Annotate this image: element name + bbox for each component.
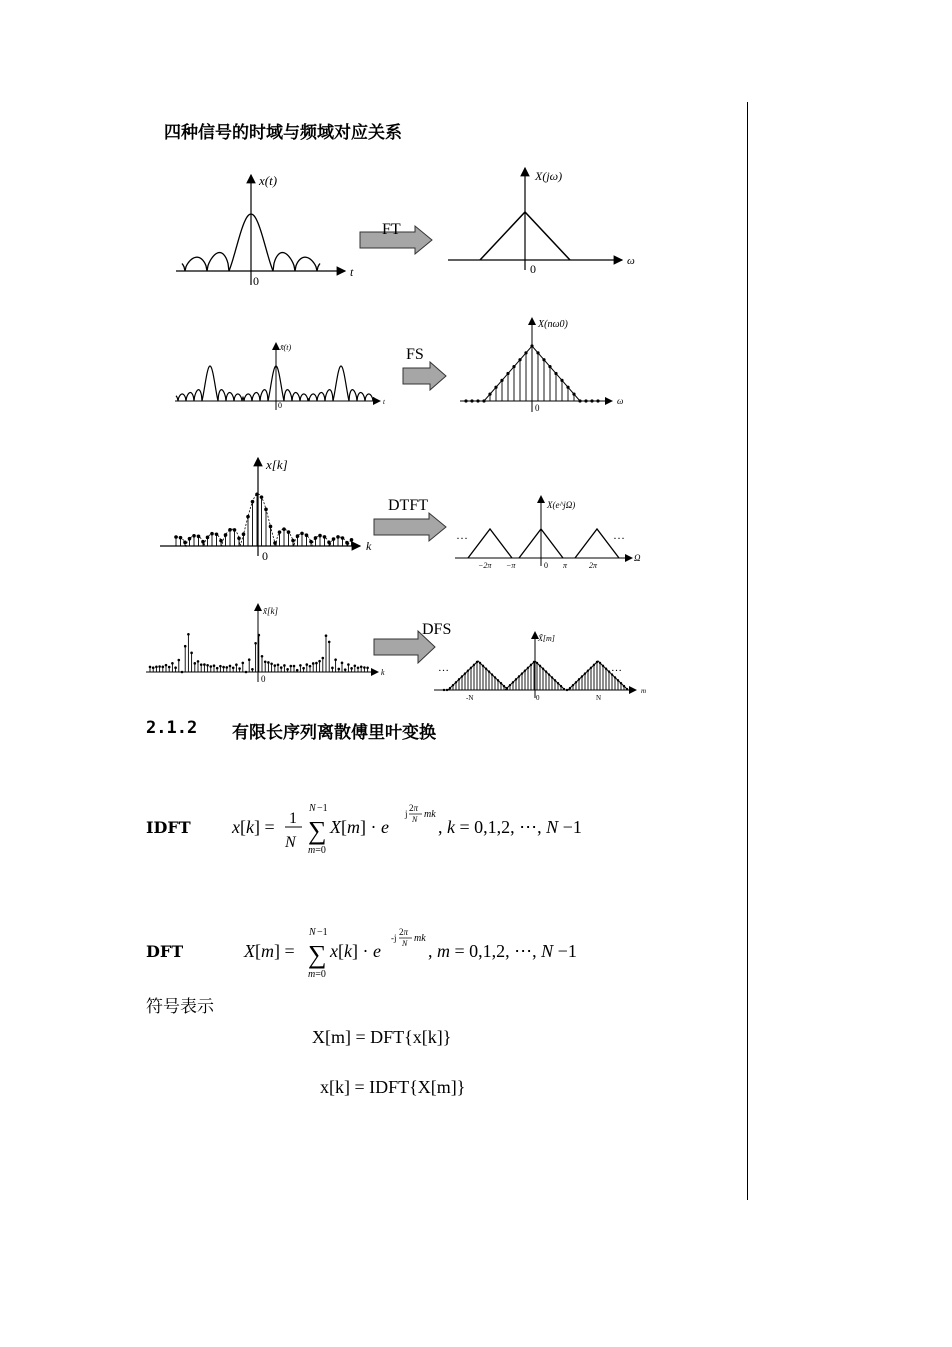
- ft-arrow: [360, 221, 432, 254]
- sample-dot: [226, 666, 229, 669]
- fs-arrow-label: FS: [406, 346, 424, 363]
- ft-time-axis-label: x(t): [259, 173, 278, 188]
- ft-freq-axis-label: X(jω): [535, 169, 563, 183]
- dtft-time-axis-label: x[k]: [266, 457, 288, 472]
- sample-dot: [270, 662, 273, 665]
- dfs-time-axis-label: x̃[k]: [263, 606, 278, 616]
- dfs-freq-axis-label: X̃[m]: [538, 634, 555, 643]
- sample-dot: [213, 664, 216, 667]
- sample-dot: [312, 662, 315, 665]
- svg-text:, m = 0,1,2, ⋯, N −1: , m = 0,1,2, ⋯, N −1: [428, 941, 577, 961]
- dfs-periodic-sequence: [149, 633, 369, 673]
- page-heading: 四种信号的时域与频域对应关系: [164, 123, 402, 143]
- sample-dot: [341, 662, 344, 665]
- sample-dot: [174, 666, 177, 669]
- svg-text:j: j: [405, 809, 408, 819]
- sample-dot: [318, 660, 321, 663]
- svg-text:m=0: m=0: [308, 845, 326, 856]
- svg-text:-j: -j: [391, 933, 397, 943]
- sample-dot: [328, 641, 331, 644]
- dtft-ellipsis-left: …: [456, 528, 468, 542]
- sample-dot: [354, 664, 357, 667]
- sample-dot: [155, 666, 158, 669]
- fs-arrow: [403, 346, 446, 390]
- sample-dot: [242, 662, 245, 665]
- svg-text:2π: 2π: [399, 927, 409, 937]
- ft-arrow-label: FT: [382, 221, 401, 238]
- dfs-envelope: [448, 661, 508, 690]
- sample-dot: [322, 657, 325, 660]
- ft-freq-var: ω: [627, 255, 635, 267]
- svg-text:N: N: [309, 927, 316, 938]
- sample-dot: [596, 399, 599, 402]
- sample-dot: [344, 668, 347, 671]
- sample-dot: [363, 666, 366, 669]
- sample-dot: [232, 666, 235, 669]
- sample-dot: [296, 669, 299, 672]
- sample-dot: [248, 658, 251, 661]
- svg-text:X[m] =: X[m] =: [244, 941, 295, 961]
- fs-freq-plot: [460, 318, 623, 413]
- dfs-arrow: [374, 621, 451, 663]
- svg-text:x[k] =: x[k] =: [232, 817, 275, 837]
- sample-dot: [200, 663, 203, 666]
- sample-dot: [350, 667, 353, 670]
- notation-label: 符号表示: [146, 997, 214, 1016]
- sample-dot: [181, 671, 184, 674]
- svg-text:mk: mk: [424, 809, 436, 820]
- ft-freq-plot: [448, 168, 635, 276]
- sample-dot: [251, 668, 254, 671]
- dtft-tick-2pi: 2π: [589, 561, 598, 570]
- svg-text:2π: 2π: [409, 803, 419, 813]
- dtft-tick-neg2pi: −2π: [478, 561, 492, 570]
- sample-dot: [334, 658, 337, 661]
- dtft-freq-axis-label: X(e^jΩ): [547, 500, 576, 510]
- svg-text:∑: ∑: [308, 816, 327, 845]
- sample-dot: [302, 667, 305, 670]
- dtft-envelope: [176, 494, 352, 546]
- sample-dot: [210, 665, 213, 668]
- sample-dot: [258, 634, 261, 637]
- fs-time-plot: [175, 343, 386, 410]
- fs-time-var: t: [383, 398, 385, 406]
- dfs-time-plot: [146, 604, 385, 684]
- svg-text:, k = 0,1,2, ⋯, N −1: , k = 0,1,2, ⋯, N −1: [438, 817, 582, 837]
- sample-dot: [464, 399, 467, 402]
- section-number: 2.1.2: [146, 718, 198, 738]
- sample-dot: [566, 689, 568, 691]
- sample-dot: [264, 660, 267, 663]
- sample-dot: [206, 664, 209, 667]
- dtft-tick-zero: 0: [544, 561, 548, 570]
- sample-dot: [229, 665, 232, 668]
- dtft-ellipsis-right: …: [613, 528, 625, 542]
- fs-freq-origin: 0: [535, 403, 540, 413]
- sample-dot: [590, 399, 593, 402]
- svg-text:1: 1: [289, 810, 297, 827]
- fs-periodic-curve: [176, 366, 374, 401]
- sample-dot: [261, 655, 264, 658]
- ft-time-origin: 0: [253, 274, 259, 288]
- sample-dot: [325, 634, 328, 637]
- svg-text:mk: mk: [414, 933, 426, 944]
- svg-text:X[m] · e: X[m] · e: [330, 817, 389, 837]
- sample-dot: [360, 666, 363, 669]
- sample-dot: [274, 664, 277, 667]
- ft-time-var: t: [350, 265, 354, 279]
- sample-dot: [470, 399, 473, 402]
- sample-dot: [277, 663, 280, 666]
- sample-dot: [584, 399, 587, 402]
- sample-dot: [315, 662, 318, 665]
- sample-dot: [216, 667, 219, 670]
- sample-dot: [293, 665, 296, 668]
- dtft-arrow: [374, 497, 446, 541]
- dfs-time-var: k: [381, 668, 385, 677]
- sample-dot: [219, 665, 222, 668]
- dfs-ellipsis-left: …: [438, 662, 449, 674]
- sample-dot: [149, 666, 152, 669]
- sample-dot: [158, 665, 161, 668]
- dfs-line-spectrum: [443, 661, 631, 691]
- sample-dot: [171, 662, 174, 665]
- svg-text:N: N: [285, 834, 296, 851]
- sample-dot: [283, 664, 286, 667]
- sample-dot: [357, 666, 360, 669]
- section-title: 有限长序列离散傅里叶变换: [232, 723, 436, 743]
- fs-freq-var: ω: [617, 396, 624, 406]
- dfs-freq-var: m: [641, 687, 647, 695]
- notation-idft: x[k] = IDFT{X[m]}: [320, 1077, 466, 1097]
- dfs-ellipsis-right: …: [611, 662, 622, 674]
- sample-dot: [152, 666, 155, 669]
- sample-dot: [162, 666, 165, 669]
- sample-dot: [187, 633, 190, 636]
- dtft-tick-negpi: −π: [506, 561, 516, 570]
- dtft-time-plot: [160, 457, 372, 563]
- sample-dot: [476, 399, 479, 402]
- sample-dot: [194, 662, 197, 665]
- dfs-arrow-label: DFS: [422, 621, 452, 638]
- dtft-tick-pi: π: [563, 561, 568, 570]
- sample-dot: [443, 689, 445, 691]
- sample-dot: [286, 668, 289, 671]
- dft-label: DFT: [146, 942, 184, 961]
- dtft-freq-plot: [455, 496, 641, 570]
- dfs-tick-negN: -N: [466, 694, 474, 702]
- sample-dot: [184, 645, 187, 648]
- dtft-sample-sequence: [174, 492, 353, 546]
- dfs-tick-N: N: [596, 694, 602, 702]
- svg-text:−1: −1: [317, 927, 328, 938]
- svg-text:N: N: [309, 803, 316, 814]
- fs-time-origin: 0: [278, 401, 282, 410]
- sample-dot: [254, 642, 257, 645]
- dtft-freq-var: Ω: [634, 553, 641, 563]
- sample-dot: [222, 666, 225, 669]
- dtft-arrow-label: DTFT: [388, 497, 428, 514]
- sample-dot: [238, 667, 241, 670]
- fs-freq-axis-label: X(nω0): [538, 319, 568, 330]
- dtft-time-origin: 0: [262, 549, 268, 563]
- ft-time-plot: [176, 173, 354, 288]
- dfs-time-origin: 0: [261, 674, 266, 684]
- dtft-time-var: k: [366, 539, 372, 553]
- dfs-tick-zero: 0: [536, 694, 540, 702]
- notation-dft: X[m] = DFT{x[k]}: [312, 1027, 452, 1047]
- idft-formula: [232, 801, 592, 859]
- sample-dot: [290, 665, 293, 668]
- sample-dot: [306, 663, 309, 666]
- svg-text:x[k] · e: x[k] · e: [330, 941, 381, 961]
- svg-text:−1: −1: [317, 803, 328, 814]
- dft-formula: [244, 924, 584, 982]
- sample-dot: [331, 667, 334, 670]
- svg-text:N: N: [412, 815, 418, 824]
- sample-dot: [168, 666, 171, 669]
- sample-dot: [347, 663, 350, 666]
- sample-dot: [190, 652, 193, 655]
- sample-dot: [178, 659, 181, 662]
- sample-dot: [299, 664, 302, 667]
- fs-line-spectrum: [464, 344, 599, 402]
- ft-freq-origin: 0: [530, 262, 536, 276]
- sample-dot: [280, 666, 283, 669]
- sample-dot: [197, 660, 200, 663]
- svg-text:N: N: [402, 939, 408, 948]
- dfs-freq-plot: [434, 632, 646, 702]
- sample-dot: [245, 671, 248, 674]
- svg-text:m=0: m=0: [308, 969, 326, 980]
- sample-dot: [366, 666, 369, 669]
- idft-label: IDFT: [146, 818, 191, 837]
- fs-time-axis-label: x̃(t): [280, 343, 292, 352]
- sample-dot: [235, 663, 238, 666]
- sample-dot: [203, 663, 206, 666]
- svg-text:∑: ∑: [308, 940, 327, 969]
- sample-dot: [446, 689, 448, 691]
- sample-dot: [267, 661, 270, 664]
- sample-dot: [338, 668, 341, 671]
- sample-dot: [629, 689, 631, 691]
- sample-dot: [309, 665, 312, 668]
- sample-dot: [165, 664, 168, 667]
